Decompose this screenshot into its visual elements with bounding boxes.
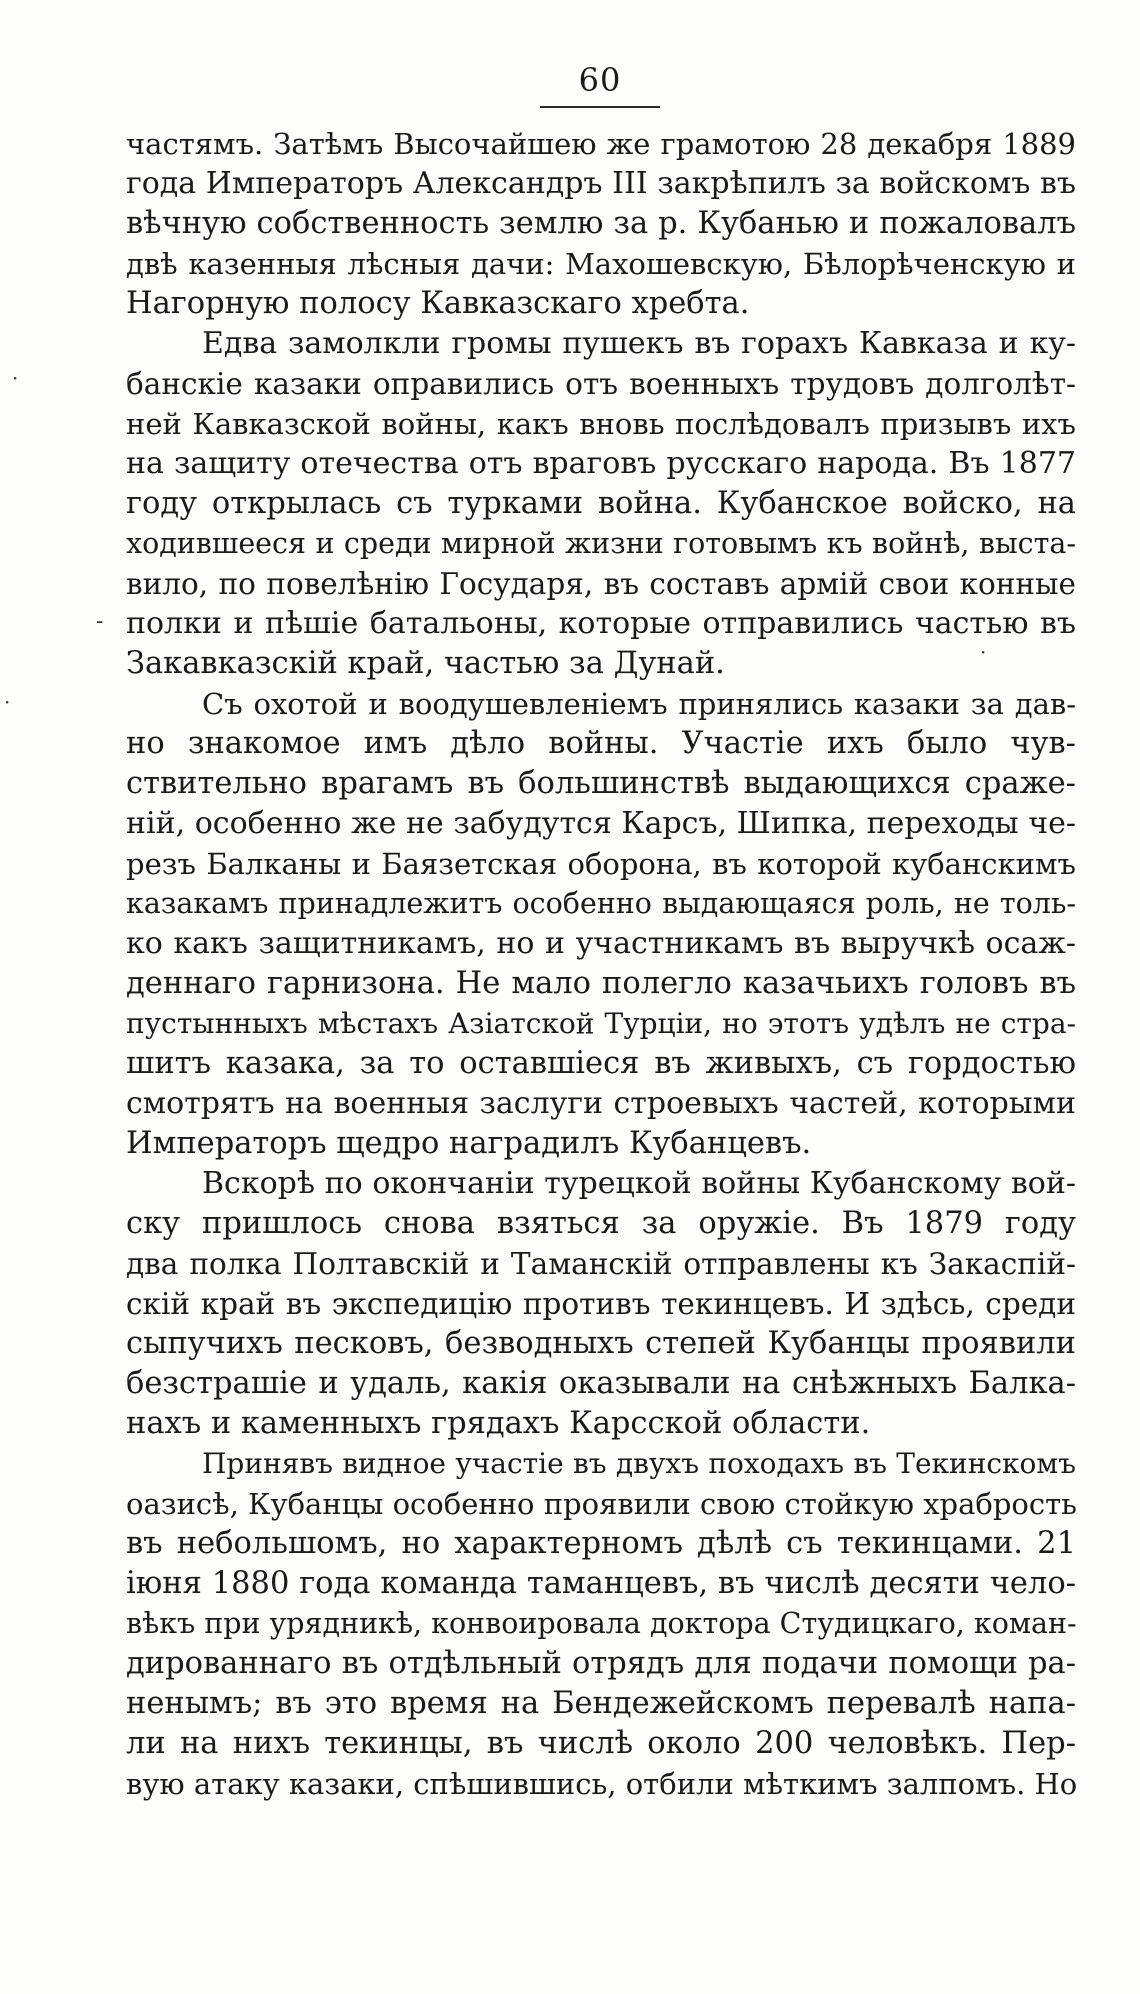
body-text — [126, 124, 1076, 1804]
text-line: два полка Полтавскій и Таманскій отправлены къ Закаспій- — [126, 1247, 1076, 1281]
text-line: вѣкъ при урядникѣ, конвоировала доктора Студицкаго, коман- — [126, 1607, 1077, 1640]
text-line: ску пришлось снова взяться за оружіе. Въ 1879 году — [126, 1206, 1076, 1241]
text-line: деннаго гарнизона. Не мало полегло казачьихъ головъ въ — [126, 966, 1076, 1001]
text-line: Принявъ видное участіе въ двухъ походахъ въ Текинскомъ — [202, 1447, 1076, 1480]
text-line: вѣчную собственность землю за р. Кубанью и пожаловалъ — [126, 206, 1076, 241]
text-line: въ небольшомъ, но характерномъ дѣлѣ съ текинцами. 21 — [126, 1526, 1076, 1561]
text-line: Императоръ щедро наградилъ Кубанцевъ. — [126, 1126, 812, 1161]
text-line: банскіе казаки оправились отъ военныхъ трудовъ долголѣт- — [126, 367, 1076, 401]
scan-speck: · — [12, 366, 19, 390]
text-line: на защиту отечества отъ враговъ русскаго народа. Въ 1877 — [126, 446, 1076, 481]
text-line: Едва замолкли громы пушекъ въ горахъ Кавказа и ку- — [202, 326, 1076, 361]
text-line: оазисѣ, Кубанцы особенно проявили свою стойкую храбрость — [126, 1487, 1077, 1521]
text-line: Нагорную полосу Кавказскаго хребта. — [126, 286, 750, 321]
text-line: Съ охотой и воодушевленіемъ принялись казаки за дав- — [202, 687, 1076, 721]
text-line: года Императоръ Александръ III закрѣпилъ за войскомъ въ — [126, 166, 1076, 201]
text-line: двѣ казенныя лѣсныя дачи: Махошевскую, Бѣлорѣченскую и — [126, 247, 1076, 281]
text-line: сыпучихъ песковъ, безводныхъ степей Кубанцы проявили — [126, 1326, 1076, 1361]
scan-speck: · — [980, 640, 987, 664]
text-line: іюня 1880 года команда таманцевъ, въ числѣ десяти чело- — [126, 1566, 1076, 1601]
text-line: ненымъ; въ это время на Бендежейскомъ перевалѣ напа- — [126, 1686, 1076, 1721]
page-number: 60 — [578, 61, 622, 99]
scan-speck: - — [96, 609, 104, 634]
text-line: ней Кавказской войны, какъ вновь послѣдовалъ призывъ ихъ — [126, 407, 1076, 441]
text-line: ствительно врагамъ въ большинствѣ выдающихся сраже- — [126, 766, 1076, 801]
text-line: ли на нихъ текинцы, въ числѣ около 200 человѣкъ. Пер- — [126, 1726, 1076, 1761]
text-line: резъ Балканы и Баязетская оборона, въ которой кубанскимъ — [126, 847, 1076, 881]
text-line: нахъ и каменныхъ грядахъ Карсской области. — [126, 1406, 871, 1441]
scan-speck: · — [4, 690, 11, 714]
text-line: ко какъ защитникамъ, но и участникамъ въ выручкѣ осаж- — [126, 926, 1076, 961]
text-line: безстрашіе и удаль, какія оказывали на снѣжныхъ Балка- — [126, 1366, 1076, 1401]
text-line: дированнаго въ отдѣльный отрядъ для подачи помощи ра- — [126, 1646, 1076, 1681]
page-number-rule — [540, 106, 660, 108]
text-line: полки и пѣшіе батальоны, которые отправились частью въ — [126, 606, 1076, 641]
text-line: году открылась съ турками война. Кубанское войско, на — [126, 486, 1076, 521]
text-line: шитъ казака, за то оставшіеся въ живыхъ, съ гордостью — [126, 1046, 1076, 1081]
text-line: казакамъ принадлежитъ особенно выдающаяся роль, не толь- — [126, 887, 1076, 920]
text-line: скій край въ экспедицію противъ текинцевъ. И здѣсь, среди — [126, 1287, 1076, 1321]
text-line: вило, по повелѣнію Государя, въ составъ армій свои конные — [126, 567, 1076, 601]
text-line: частямъ. Затѣмъ Высочайшею же грамотою 28 декабря 1889 — [126, 127, 1076, 161]
text-line: смотрятъ на военныя заслуги строевыхъ частей, которыми — [126, 1086, 1076, 1121]
text-line: но знакомое имъ дѣло войны. Участіе ихъ было чув- — [126, 726, 1076, 761]
text-line: ходившееся и среди мирной жизни готовымъ къ войнѣ, выста- — [126, 527, 1076, 560]
text-line: Вскорѣ по окончаніи турецкой войны Кубанскому вой- — [202, 1166, 1076, 1201]
text-line: Закавказскій край, частью за Дунай. — [126, 646, 725, 681]
text-line: вую атаку казаки, спѣшившись, отбили мѣткимъ залпомъ. Но — [126, 1767, 1078, 1801]
text-line: ній, особенно же не забудутся Карсъ, Шипка, переходы че- — [126, 806, 1076, 841]
text-line: пустынныхъ мѣстахъ Азіатской Турціи, но этотъ удѣлъ не стра- — [126, 1007, 1076, 1040]
